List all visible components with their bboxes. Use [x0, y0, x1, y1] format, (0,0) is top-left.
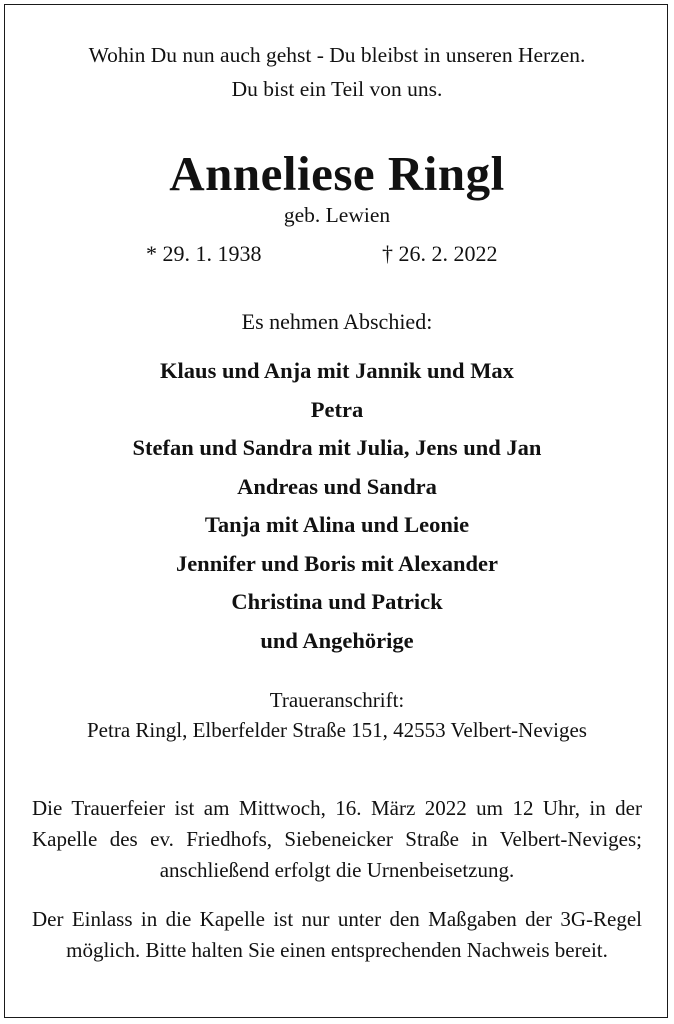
life-dates	[0, 237, 674, 271]
farewell-label: Es nehmen Abschied:	[241, 309, 433, 334]
admission-notice: Der Einlass in die Kapelle ist nur unter den Maßgaben der 3G-Regel möglich. Bitte halten Sie einen entsprechenden Nachweis bereit.	[32, 907, 642, 962]
motto	[0, 38, 674, 106]
mourner-line: Christina und Patrick	[231, 589, 443, 614]
motto-line-2: Du bist ein Teil von uns.	[231, 77, 443, 101]
mourner-line: Jennifer und Boris mit Alexander	[175, 550, 499, 576]
deceased-name: Anneliese Ringl	[169, 146, 505, 201]
ceremony-details: Die Trauerfeier ist am Mittwoch, 16. März 2022 um 12 Uhr, in der Kapelle des ev. Friedhofs, Siebeneicker Straße in Velbert-Neviges; anschließend erfolgt die Urnenbeisetzung.	[32, 796, 642, 882]
mourners-list	[0, 352, 674, 660]
death-date: † 26. 2. 2022	[382, 241, 498, 266]
address-label: Traueranschrift:	[269, 688, 405, 712]
birth-date: * 29. 1. 1938	[146, 241, 262, 266]
maiden-name: geb. Lewien	[283, 203, 391, 227]
mourner-line: Andreas und Sandra	[237, 473, 437, 499]
mourner-line: Tanja mit Alina und Leonie	[204, 512, 470, 537]
mourner-line: und Angehörige	[260, 627, 414, 653]
mourner-line: Klaus und Anja mit Jannik und Max	[160, 358, 514, 383]
mourner-line: Stefan und Sandra mit Julia, Jens und Jan	[132, 435, 542, 460]
mourner-line: Petra	[310, 396, 364, 422]
mourning-address: Petra Ringl, Elberfelder Straße 151, 42553 Velbert-Neviges	[87, 718, 587, 742]
motto-line-1: Wohin Du nun auch gehst - Du bleibst in unseren Herzen.	[88, 43, 586, 67]
